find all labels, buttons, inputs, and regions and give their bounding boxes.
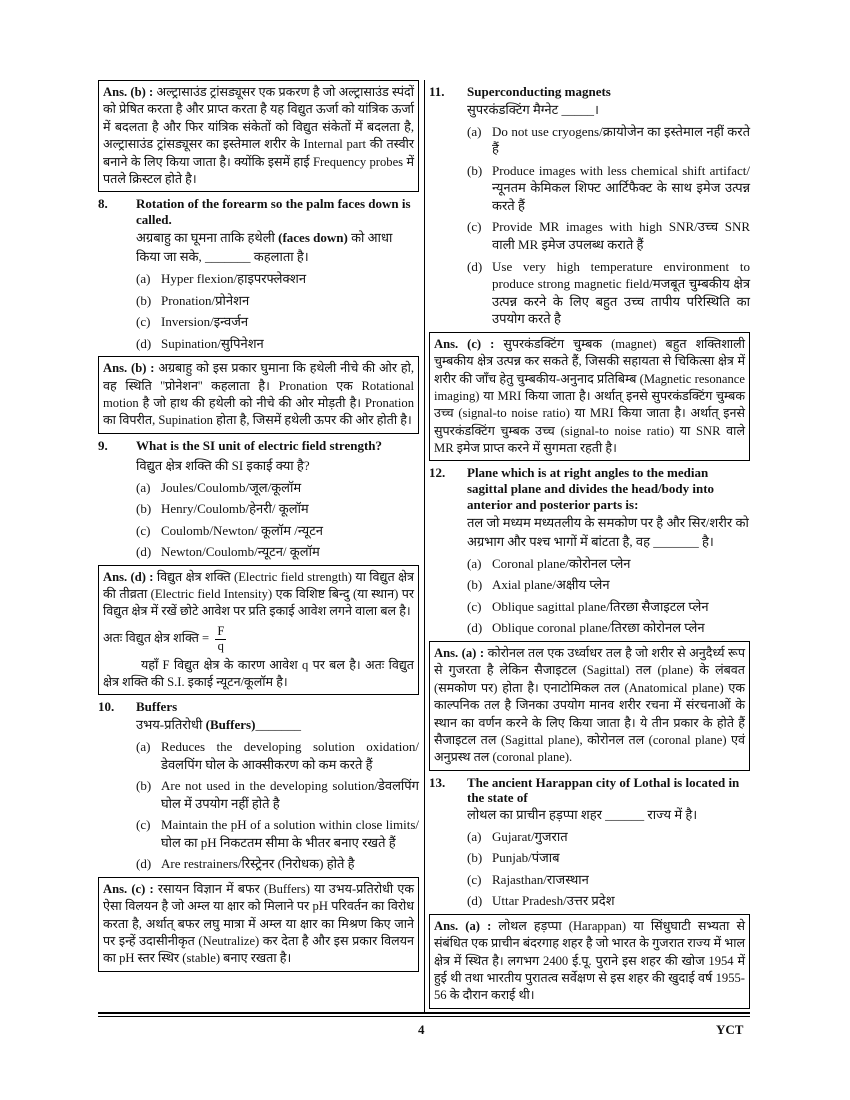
hindi-text-end: को आधा किया जा सके, _______ कहलाता है। bbox=[136, 230, 393, 265]
question-text: Rotation of the forearm so the palm faces down is called. bbox=[136, 196, 411, 227]
formula-line bbox=[103, 625, 414, 654]
option-c: (c) Coulomb/Newton/ कूलॉम /न्यूटन bbox=[136, 522, 323, 538]
option-c: (c) Oblique sagittal plane/तिरछा सैजाइटल प्लेन bbox=[467, 598, 709, 614]
footer-rule-thin bbox=[98, 1016, 750, 1017]
question-hindi: विद्युत क्षेत्र शक्ति की SI इकाई क्या है? bbox=[136, 457, 310, 473]
answer-text: अग्रबाहु को इस प्रकार घुमाना कि हथेली नीचे की ओर हो, वह स्थिति ''प्रोनेशन'' कहलाता है। Pronation एक Rotational motion है जो हाथ की हथेली को नीचे की ओर मोड़ती है। Pronation का विपरीत, Supination होता है, जिसमें हथेली ऊपर की ओर होती है। bbox=[103, 361, 414, 428]
option-d: (d) Use very high temperature environment to produce strong magnetic field/मजबूत चुम्बकीय क्षेत्र उत्पन्न करने के लिए बहुत उच्च तापीय परिस्थिति का उपयोग करते है bbox=[467, 258, 750, 327]
option-a: (a) Hyper flexion/हाइपरफ्लेक्शन bbox=[136, 271, 307, 287]
option-d: (d) Oblique coronal plane/तिरछा कोरोनल प्लेन bbox=[467, 620, 705, 636]
question-text: What is the SI unit of electric field strength? bbox=[136, 437, 383, 453]
option-a: (a) Gujarat/गुजरात bbox=[467, 828, 568, 844]
option-b: (b) Are not used in the developing solution/डेवलपिंग घोल में उपयोग नहीं होते है bbox=[136, 778, 419, 811]
answer-label: Ans. (b) : bbox=[103, 85, 154, 99]
answer-text: लोथल हड़प्पा (Harappan) या सिंधुघाटी सभ्यता से संबंधित एक प्राचीन बंदरगाह शहर है जो भारत के गुजरात राज्य में भाल क्षेत्र में स्थित है। लगभग 2400 ई.पू. पुराने इस शहर की खोज 1954 में हुई थी तथा भारतीय पुरातत्व सर्वेक्षण से इस शहर की खुदाई वर्ष 1955-56 के दौरान कराई थी। bbox=[434, 918, 746, 1003]
answer-label: Ans. (a) : bbox=[434, 918, 492, 933]
option-a: (a) Reduces the developing solution oxidation/डेवलपिंग घोल के आक्सीकरण को कम करते हैं bbox=[136, 739, 419, 772]
answer-box-q13 bbox=[429, 914, 750, 1009]
answer-box-q8 bbox=[98, 356, 419, 434]
hindi-bold: (Buffers) bbox=[205, 717, 256, 733]
left-column bbox=[98, 80, 419, 1013]
question-text: Superconducting magnets bbox=[467, 84, 611, 99]
answer-text: सुपरकंडक्टिंग चुम्बक (magnet) बहुत शक्तिशाली चुम्बकीय क्षेत्र उत्पन्न कर सकते हैं, जिसकी सहायता से चिकित्सा क्षेत्र में शरीर की जाँच हेतु चुम्बकीय-अनुनाद प्रतिबिम्ब (Magnetic resonance imaging) या MRI किया जाता है। अर्थात् इनसे सुपरकंडक्टिंग चुम्बक उच्च (signal-to noise ratio) या MRI किया जाता है। अर्थात् इनसे सुपरकंडक्टिंग चुम्बक उच्च (signal-to noise ratio) या SNR वाले MR इमेज प्राप्त करने में सुगमता रहती है। bbox=[434, 336, 745, 455]
hindi-bold: (faces down) bbox=[278, 230, 348, 246]
question-hindi: तल जो मध्यम मध्यतलीय के समकोण पर है और सिर/शरीर को अग्रभाग और पश्च भागों में बांटता है, वह _______ है। bbox=[467, 515, 749, 549]
answer-box-q10 bbox=[98, 877, 419, 972]
answer-text: विद्युत क्षेत्र शक्ति (Electric field strength) या विद्युत क्षेत्र की तीव्रता (Electric field Intensity) एक विशिष्ट बिन्दु (या स्थान) पर विद्युत क्षेत्र में रखें छोटे आवेश पर प्रति इकाई आवेश लगने वाला बल है। bbox=[103, 569, 414, 619]
answer-text-2: यहाँ F विद्युत क्षेत्र के कारण आवेश q पर बल है। अतः विद्युत क्षेत्र शक्ति की S.I. इकाई न्यूटन/कूलॉम है। bbox=[103, 657, 414, 689]
answer-text: रसायन विज्ञान में बफर (Buffers) या उभय-प्रतिरोधी एक ऐसा विलयन है जो अम्ल या क्षार को मिलाने पर pH परिवर्तन का विरोध करता है, अर्थात् बफर लघु मात्रा में अम्ल या क्षार का मिश्रण किए जाने पर इन्हें उदासीनीकृत (Neutralize) कर देता है और इस प्रकार विलयन का pH स्तर स्थिर (stable) बनाए रखता है। bbox=[103, 881, 414, 966]
question-8 bbox=[98, 196, 419, 352]
question-text: The ancient Harappan city of Lothal is located in the state of bbox=[467, 774, 740, 806]
options-list bbox=[467, 555, 750, 637]
question-9 bbox=[98, 438, 419, 561]
option-c: (c) Provide MR images with high SNR/उच्च SNR वाली MR इमेज उपलब्ध कराते हैं bbox=[467, 219, 750, 253]
option-c: (c) Inversion/इन्वर्जन bbox=[136, 314, 249, 330]
question-text: Buffers bbox=[136, 699, 178, 715]
question-10 bbox=[98, 699, 419, 873]
option-b: (b) Henry/Coulomb/हेनरी/ कूलॉम bbox=[136, 501, 309, 517]
answer-box-q7 bbox=[98, 80, 419, 192]
question-number: 10. bbox=[98, 699, 115, 715]
option-b: (b) Pronation/प्रोनेशन bbox=[136, 292, 250, 308]
option-d: (d) Newton/Coulomb/न्यूटन/ कूलॉम bbox=[136, 544, 320, 560]
question-number: 8. bbox=[98, 196, 108, 212]
option-a: (a) Do not use cryogens/क्रायोजेन का इस्तेमाल नहीं करते हैं bbox=[467, 123, 750, 157]
column-divider bbox=[424, 80, 425, 1013]
question-number: 12. bbox=[429, 465, 446, 481]
answer-box-q9 bbox=[98, 565, 419, 696]
answer-label: Ans. (c) : bbox=[434, 336, 495, 351]
formula-fraction bbox=[215, 625, 226, 654]
question-13 bbox=[429, 775, 750, 910]
option-a: (a) Joules/Coulomb/जूल/कूलॉम bbox=[136, 479, 302, 495]
answer-text: कोरोनल तल एक उर्ध्वाधर तल है जो शरीर से अनुदैर्ध्य रूप से गुजरता है लेकिन सैजाइटल (Sagittal) तल (plane) के लंबवत (समकोण पर) होता है। एनाटोमिकल तल (Anatomical plane) एक काल्पनिक तल है जिनका उपयोग मानव शरीर रचना में संरचनाओं के स्थान का वर्णन करने के लिए किया जाता है। ये तीन प्रकार के होते हैं सैजाइटल तल (Sagittal plane), कोरोनल तल (coronal plane) एवं अनुप्रस्थ तल (coronal plane). bbox=[434, 646, 745, 765]
hindi-text-end: _______ bbox=[255, 717, 301, 733]
question-number: 11. bbox=[429, 84, 445, 99]
answer-label: Ans. (c) : bbox=[103, 881, 154, 896]
answer-box-q11 bbox=[429, 332, 750, 462]
option-a: (a) Coronal plane/कोरोनल प्लेन bbox=[467, 555, 631, 571]
footer-rule bbox=[98, 1012, 750, 1014]
page-number: 4 bbox=[418, 1022, 425, 1037]
option-d: (d) Uttar Pradesh/उत्तर प्रदेश bbox=[467, 893, 615, 909]
formula-numerator: F bbox=[217, 623, 225, 638]
option-b: (b) Produce images with less chemical shift artifact/न्यूनतम केमिकल शिफ्ट आर्टिफैक्ट के साथ इमेज उत्पन्न करते हैं bbox=[467, 162, 750, 213]
right-column bbox=[429, 80, 750, 1013]
option-c: (c) Rajasthan/राजस्थान bbox=[467, 871, 589, 887]
options-list bbox=[467, 828, 750, 910]
question-hindi: लोथल का प्राचीन हड़प्पा शहर ______ राज्य में है। bbox=[467, 806, 698, 822]
option-b: (b) Axial plane/अक्षीय प्लेन bbox=[467, 577, 610, 593]
options-list bbox=[136, 738, 419, 873]
answer-label: Ans. (b) : bbox=[103, 361, 155, 376]
question-hindi bbox=[136, 716, 419, 735]
answer-label: Ans. (a) : bbox=[434, 646, 485, 661]
question-text: Plane which is at right angles to the median sagittal plane and divides the head/body into anterior and posterior parts is: bbox=[467, 465, 715, 512]
hindi-text: उभय-प्रतिरोधी bbox=[136, 717, 206, 733]
formula-prefix: अतः विद्युत क्षेत्र शक्ति = bbox=[103, 631, 213, 646]
formula-denominator: q bbox=[217, 638, 224, 653]
page-content bbox=[98, 80, 750, 1013]
question-number: 9. bbox=[98, 437, 108, 453]
option-c: (c) Maintain the pH of a solution within close limits/घोल का pH निकटतम सीमा के भीतर बनाए रखते हैं bbox=[136, 817, 419, 850]
question-hindi: सुपरकंडक्टिंग मैग्नेट _____। bbox=[467, 101, 599, 117]
answer-box-q12 bbox=[429, 641, 750, 771]
option-d: (d) Are restrainers/रिस्ट्रेनर (निरोधक) होते है bbox=[136, 856, 355, 872]
options-list bbox=[136, 270, 419, 352]
options-list bbox=[136, 479, 419, 561]
answer-text: अल्ट्रासाउंड ट्रांसड्यूसर एक प्रकरण है जो अल्ट्रासाउंड स्पंदों को प्रेषित करता है और प्राप्त करता है यह विद्युत ऊर्जा को यांत्रिक ऊर्जा में बदलता है और फिर यांत्रिक संकेतों को विद्युत संकेतों में बदलता है, अल्ट्रासाउंड ट्रांसड्यूसर का इस्तेमाल शरीर के Internal part की तस्वीर बनाने के लिए किया जाता है। क्योंकि इसमें हाई Frequency probes में पतले क्रिस्टल होते है। bbox=[103, 85, 414, 186]
question-hindi bbox=[136, 229, 419, 267]
question-11 bbox=[429, 84, 750, 328]
two-column-layout bbox=[98, 80, 750, 1013]
question-number: 13. bbox=[429, 774, 446, 790]
option-b: (b) Punjab/पंजाब bbox=[467, 850, 560, 866]
publisher-brand: YCT bbox=[716, 1022, 744, 1037]
option-d: (d) Supination/सुपिनेशन bbox=[136, 335, 264, 351]
answer-label: Ans. (d) : bbox=[103, 569, 154, 584]
hindi-text: अग्रबाहु का घूमना ताकि हथेली bbox=[136, 230, 279, 246]
question-12 bbox=[429, 465, 750, 637]
options-list bbox=[467, 123, 750, 328]
